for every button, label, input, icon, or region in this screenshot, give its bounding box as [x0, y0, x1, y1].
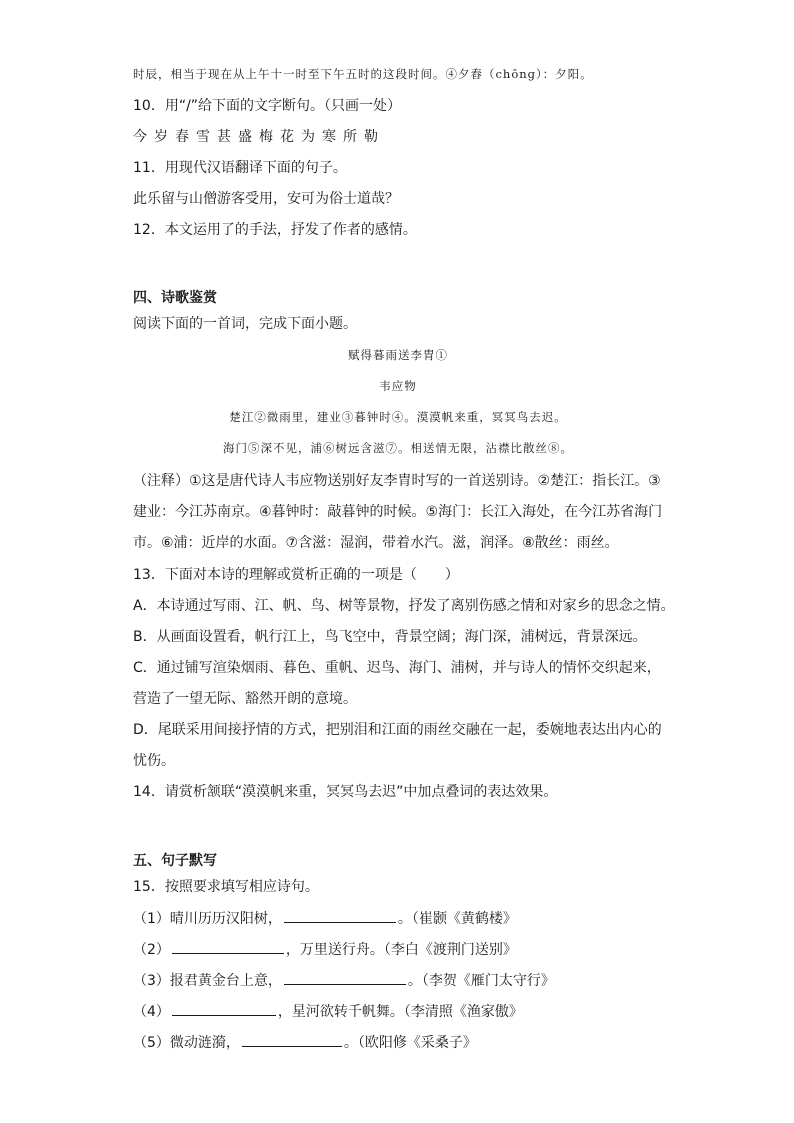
notes-line-3: 市。⑥浦：近岸的水面。⑦含滋：湿润，带着水汽。滋，润泽。⑧散丝：雨丝。	[133, 535, 619, 551]
answer-blank-4[interactable]	[172, 1001, 276, 1016]
option-d-line-2: 忧伤。	[133, 753, 175, 769]
section-5-heading: 五、句子默写	[133, 853, 217, 869]
fill-item-3-suffix: 。（李贺《雁门太守行》	[407, 973, 555, 989]
question-12: 12．本文运用了的手法，抒发了作者的感情。	[133, 222, 417, 238]
fill-item-1-prefix: （1）晴川历历汉阳树，	[133, 911, 282, 927]
answer-blank-1[interactable]	[284, 908, 396, 923]
fill-item-2	[133, 939, 517, 960]
option-c-line-1: C．通过铺写渲染烟雨、暮色、重帆、迟鸟、海门、浦树，并与诗人的情怀交织起来，	[133, 660, 661, 676]
fill-item-5	[133, 1032, 477, 1053]
section-4-intro: 阅读下面的一首词，完成下面小题。	[133, 316, 357, 332]
option-b: B．从画面设置看，帆行江上，鸟飞空中，背景空阔；海门深，浦树远，背景深远。	[133, 629, 647, 645]
question-14: 14．请赏析颔联“漠漠帆来重，冥冥鸟去迟”中加点叠词的表达效果。	[133, 784, 558, 800]
question-13-stem: 13．下面对本诗的理解或赏析正确的一项是（ ）	[133, 567, 459, 583]
answer-blank-2[interactable]	[172, 939, 284, 954]
option-d-line-1: D．尾联采用间接抒情的方式，把别泪和江面的雨丝交融在一起，委婉地表达出内心的	[133, 722, 662, 738]
poem-title: 赋得暮雨送李胄①	[348, 348, 448, 362]
fill-item-4	[133, 1001, 523, 1022]
question-11: 11．用现代汉语翻译下面的句子。	[133, 160, 347, 176]
fill-item-1-suffix: 。（崔颢《黄鹤楼》	[397, 911, 517, 927]
notes-line-2: 建业：今江苏南京。④暮钟时：敲暮钟的时候。⑤海门：长江入海处，在今江苏省海门	[133, 504, 663, 520]
question-10-text: 今岁春雪甚盛梅花为寒所勒	[133, 129, 385, 145]
question-15: 15．按照要求填写相应诗句。	[133, 879, 319, 895]
poem-line-2: 海门⑤深不见，浦⑥树远含滋⑦。相送情无限，沾襟比散丝⑧。	[223, 441, 573, 455]
fill-item-2-suffix: ，万里送行舟。（李白《渡荆门送别》	[285, 942, 517, 958]
fill-item-5-suffix: 。（欧阳修《采桑子》	[343, 1035, 477, 1051]
option-c-line-2: 营造了一望无际、豁然开朗的意境。	[133, 691, 357, 707]
fill-item-1	[133, 908, 517, 929]
section-4-heading: 四、诗歌鉴赏	[133, 290, 217, 306]
option-a: A．本诗通过写雨、江、帆、鸟、树等景物，抒发了离别伤感之情和对家乡的思念之情。	[133, 598, 675, 614]
question-11-text: 此乐留与山僧游客受用，安可为俗士道哉？	[133, 191, 399, 207]
fill-item-3	[133, 970, 555, 991]
notes-line-1: （注释）①这是唐代诗人韦应物送别好友李胄时写的一首送别诗。②楚江：指长江。③	[133, 473, 661, 489]
answer-blank-5[interactable]	[242, 1032, 342, 1047]
answer-blank-3[interactable]	[284, 970, 406, 985]
fill-item-2-prefix: （2）	[133, 942, 170, 958]
poem-author: 韦应物	[379, 379, 417, 393]
fill-item-4-suffix: ，星河欲转千帆舞。（李清照《渔家傲》	[277, 1004, 523, 1020]
poem-line-1: 楚江②微雨里，建业③暮钟时④。漠漠帆来重，冥冥鸟去迟。	[229, 410, 567, 424]
fill-item-4-prefix: （4）	[133, 1004, 170, 1020]
top-note: 时辰，相当于现在从上午十一时至下午五时的这段时间。④夕舂（chōng）：夕阳。	[133, 67, 593, 81]
fill-item-5-prefix: （5）微动涟漪，	[133, 1035, 240, 1051]
fill-item-3-prefix: （3）报君黄金台上意，	[133, 973, 282, 989]
question-10: 10．用“/”给下面的文字断句。（只画一处）	[133, 98, 402, 114]
